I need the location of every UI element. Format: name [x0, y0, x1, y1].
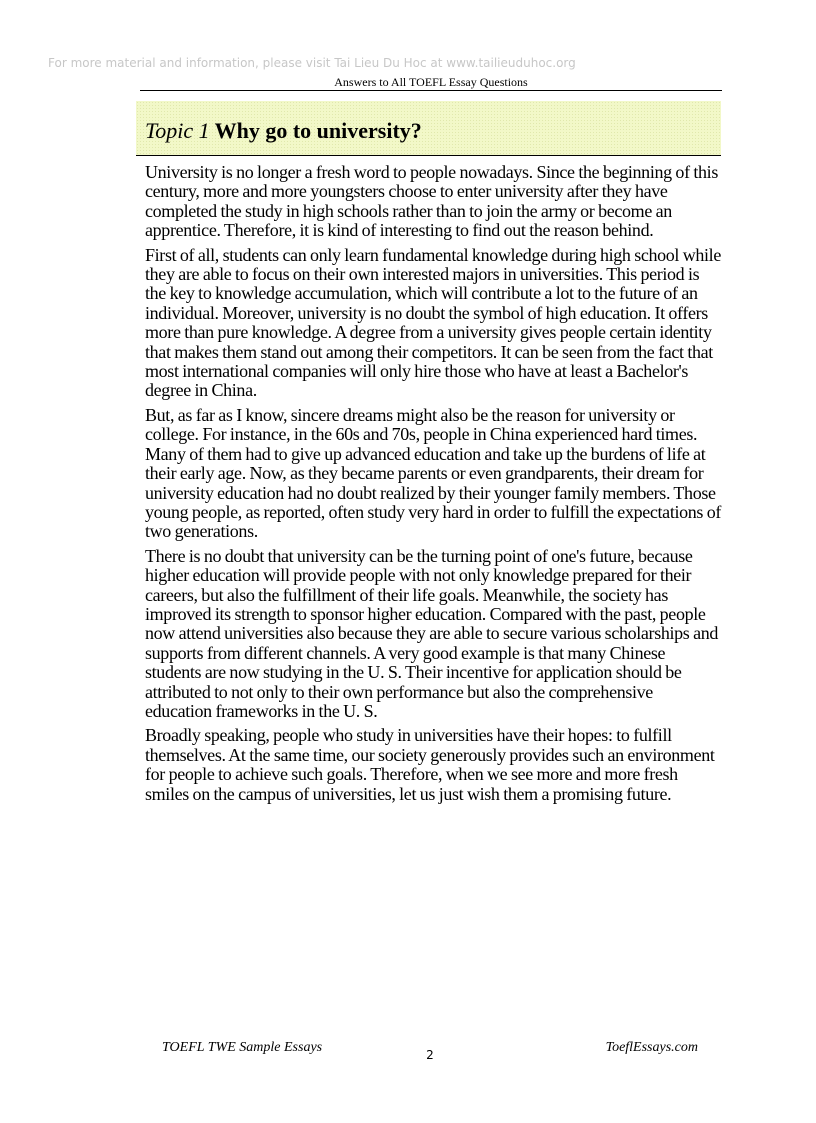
essay-body	[145, 163, 723, 809]
essay-paragraph-1: University is no longer a fresh word to people nowadays. Since the beginning of this century, more and more youngsters choose to enter university after they have completed the study in high schools rather than to join the army or become an apprentice. Therefore, it is kind of interesting to find out the reason behind.	[145, 162, 718, 241]
running-header-title: Answers to All TOEFL Essay Questions	[334, 75, 528, 89]
essay-paragraph-2: First of all, students can only learn fundamental knowledge during high school while they are able to focus on their own interested majors in universities. This period is the key to knowledge accumulation, which will contribute a lot to the future of an individual. Moreover, university is no doubt the symbol of high education. It offers more than pure knowledge. A degree from a university gives people certain identity that makes them stand out among their competitors. It can be seen from the fact that most international companies will only hire those who have at least a Bachelor's degree in China.	[145, 244, 721, 401]
topic-banner-rule	[136, 155, 721, 156]
footer-right-text: ToeflEssays.com	[605, 1040, 698, 1055]
essay-paragraph-5: Broadly speaking, people who study in universities have their hopes: to fulfill themselves. At the same time, our society generously provides such an environment for people to achieve such goals. Therefore, when we see more and more fresh smiles on the campus of universities, let us just wish them a promising future.	[145, 725, 715, 804]
topic-heading	[145, 118, 422, 144]
header-rule	[140, 90, 722, 91]
essay-paragraph-4: There is no doubt that university can be the turning point of one's future, because higher education will provide people with not only knowledge prepared for their careers, but also the fulfillment of their life goals. Meanwhile, the society has improved its strength to sponsor higher education. Compared with the past, people now attend universities also because they are able to secure various scholarships and supports from different channels. A very good example is that many Chinese students are now studying in the U. S. Their incentive for application should be attributed to not only to their own performance but also the comprehensive education frameworks in the U. S.	[145, 545, 719, 721]
topic-number-label: Topic 1	[145, 118, 210, 143]
topic-question: Why go to university?	[214, 118, 422, 143]
watermark-text: For more material and information, please visit Tai Lieu Du Hoc at www.tailieuduhoc.org	[48, 56, 576, 70]
footer-left-text: TOEFL TWE Sample Essays	[162, 1040, 323, 1055]
essay-paragraph-3: But, as far as I know, sincere dreams might also be the reason for university or college. For instance, in the 60s and 70s, people in China experienced hard times. Many of them had to give up advanced education and take up the burdens of life at their early age. Now, as they became parents or even grandparents, their dream for university education had no doubt realized by their younger family members. Those young people, as reported, often study very hard in order to fulfill the expectations of two generations.	[145, 404, 722, 542]
page-number: 2	[426, 1048, 434, 1062]
